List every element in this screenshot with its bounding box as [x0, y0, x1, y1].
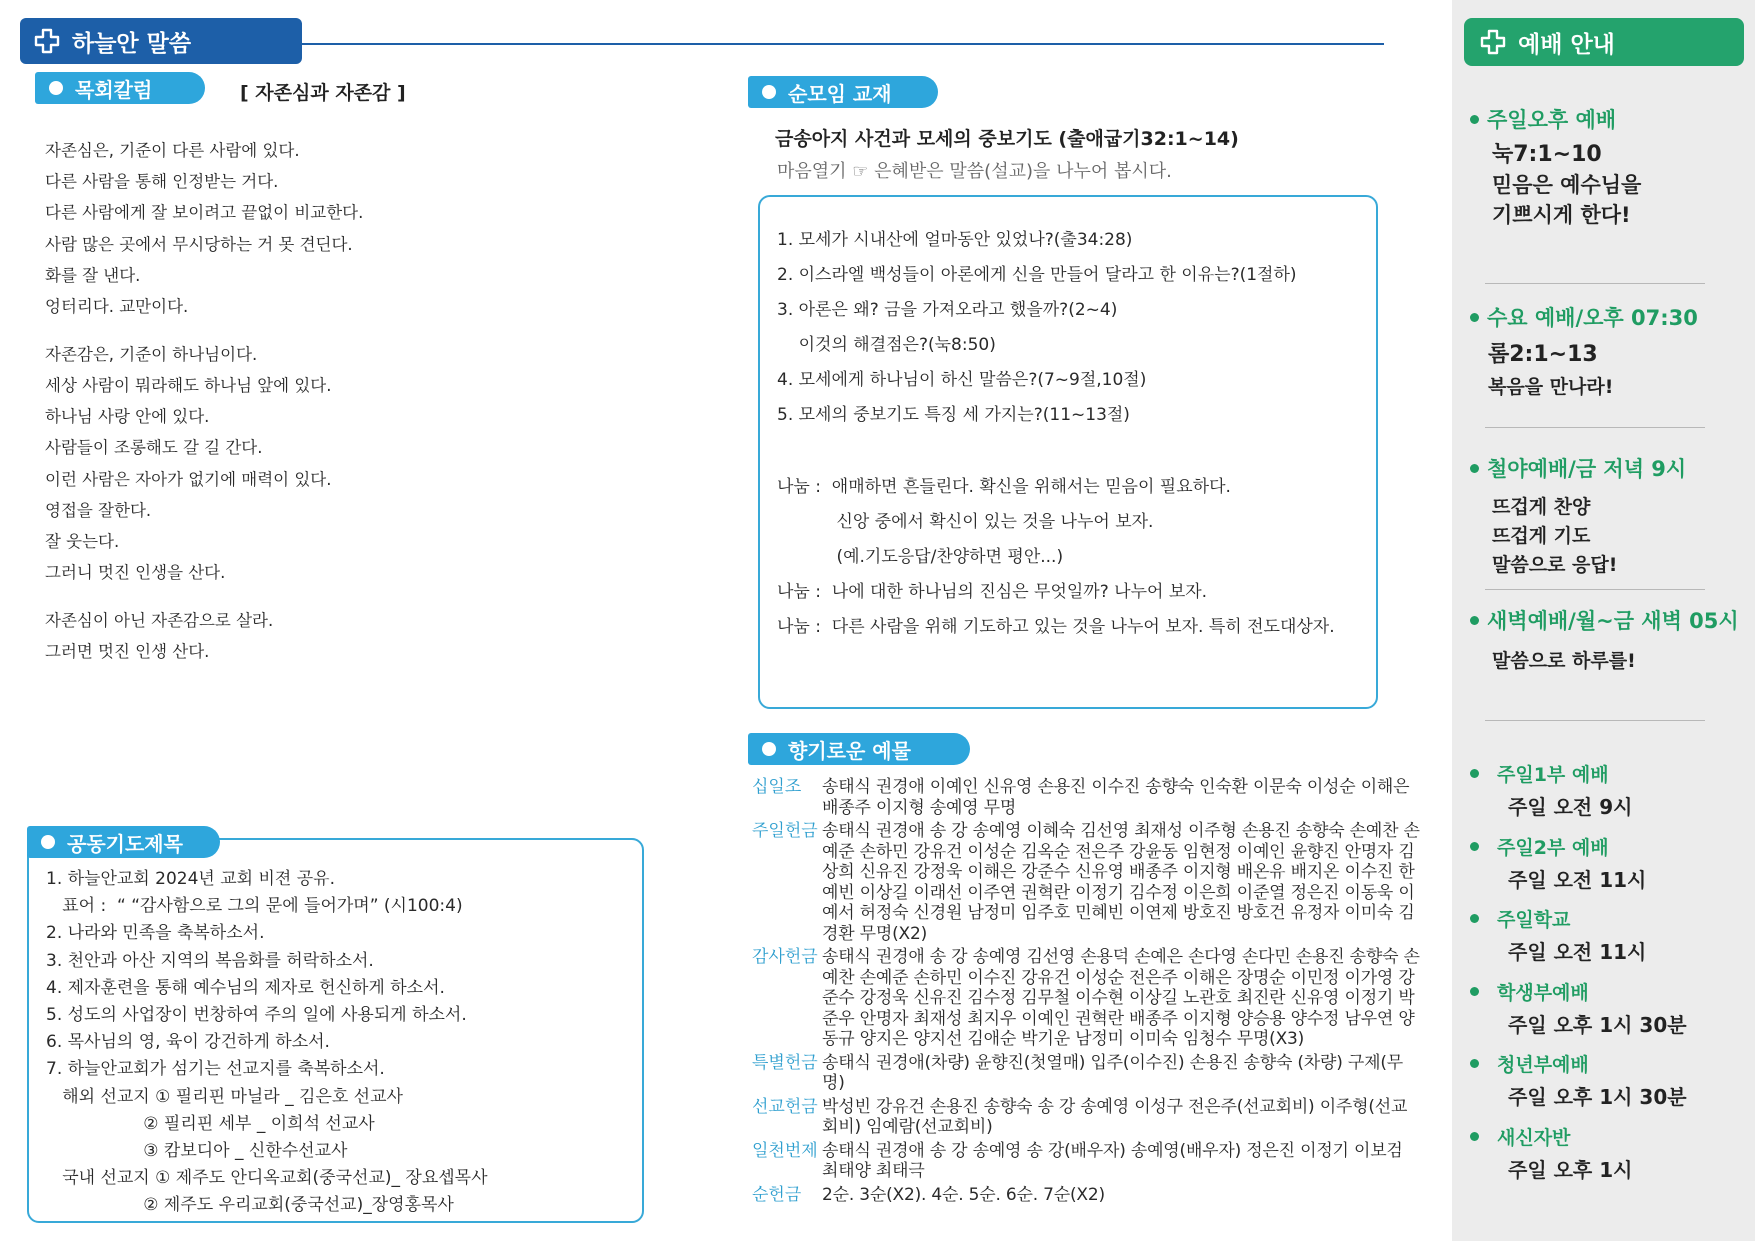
bullet-dot-icon — [1470, 313, 1479, 322]
bullet-dot-icon — [1470, 1132, 1479, 1141]
bullet-dot-icon — [1470, 769, 1479, 778]
prayer-line: 3. 천안과 아산 지역의 복음화를 허락하소서. — [46, 950, 374, 971]
bullet-dot-icon — [1470, 464, 1479, 473]
service-schedule — [1470, 760, 1740, 1195]
question-line: 3. 아론은 왜? 금을 가져오라고 했을까?(2~4) — [777, 300, 1118, 320]
column-line: 화를 잘 낸다. — [45, 265, 141, 285]
question-line: 5. 모세의 중보기도 특징 세 가지는?(11~13절) — [777, 405, 1130, 425]
offering-type: 선교헌금 — [752, 1096, 818, 1117]
schedule-time: 주일 오후 1시 — [1508, 1157, 1633, 1182]
prayer-line: 2. 나라와 민족을 축복하소서. — [46, 923, 265, 944]
prayer-label — [27, 826, 220, 858]
cell-title: 금송아지 사건과 모세의 중보기도 (출애굽기32:1~14) — [775, 128, 1239, 150]
service-title: 주일오후 예배 — [1470, 104, 1641, 134]
service-title: 새벽예배/월~금 새벽 05시 — [1470, 605, 1739, 635]
prayer-line: 표어 : “ “감사함으로 그의 문에 들어가며” (시100:4) — [46, 896, 463, 917]
prayer-line: 7. 하늘안교회가 섬기는 선교지를 축복하소서. — [46, 1059, 385, 1080]
column-line: 자존심은, 기준이 다른 사람에 있다. — [45, 141, 300, 160]
column-line: 엉터리다. 교만이다. — [45, 297, 189, 317]
schedule-item — [1470, 760, 1740, 833]
prayer-label-text: 공동기도제목 — [67, 831, 183, 856]
service-line: 기쁘시게 한다! — [1492, 203, 1631, 227]
cell-questions — [777, 223, 1367, 433]
column-line — [45, 588, 465, 605]
offering-names: 송태식 권경애 송 강 송예영 송 강(배우자) 송예영(배우자) 정은진 이정기 이보검 최태양 최태극 — [822, 1140, 1403, 1181]
offering-row — [752, 777, 1442, 818]
bullet-dot-icon — [1470, 115, 1479, 124]
sharing-line: 나눔 : 다른 사람을 위해 기도하고 있는 것을 나누어 보자. 특히 전도대상자. — [777, 617, 1335, 637]
offering-list — [752, 777, 1442, 1208]
divider — [1485, 427, 1705, 428]
question-line: 1. 모세가 시내산에 얼마동안 있었나?(출34:28) — [777, 230, 1133, 250]
column-line: 세상 사람이 뭐라해도 하나님 앞에 있다. — [45, 375, 332, 395]
offering-type: 감사헌금 — [752, 947, 818, 967]
column-label-text: 목회칼럼 — [75, 77, 153, 102]
question-line: 2. 이스라엘 백성들이 아론에게 신을 만들어 달라고 한 이유는?(1절하) — [777, 265, 1297, 285]
question-line: 이것의 해결점은?(눅8:50) — [777, 335, 996, 355]
service-line: 말씀으로 응답! — [1492, 554, 1618, 576]
cell-label — [748, 76, 938, 108]
service-line: 뜨겁게 찬양 — [1492, 496, 1591, 518]
bullet-dot-icon — [762, 85, 776, 99]
column-line: 잘 웃는다. — [45, 531, 120, 551]
column-line: 사람 많은 곳에서 무시당하는 거 못 견딘다. — [45, 234, 353, 254]
service-title: 철야예배/금 저녁 9시 — [1470, 453, 1686, 483]
schedule-name: 주일2부 예배 — [1470, 833, 1740, 860]
schedule-time: 주일 오전 9시 — [1508, 795, 1633, 819]
service-block — [1470, 302, 1698, 402]
offering-row — [752, 1097, 1442, 1138]
prayer-line: 4. 제자훈련을 통해 예수님의 제자로 헌신하게 하소서. — [46, 977, 445, 998]
offering-label-text: 향기로운 예물 — [788, 738, 911, 763]
sidebar-header — [1464, 18, 1744, 66]
divider — [1485, 283, 1705, 284]
offering-row — [752, 1185, 1442, 1206]
bullet-dot-icon — [1470, 914, 1479, 923]
schedule-time: 주일 오후 1시 30분 — [1508, 1012, 1687, 1037]
service-line: 말씀으로 하루를! — [1492, 650, 1636, 672]
offering-names: 송태식 권경애(차량) 윤향진(첫열매) 입주(이수진) 손용진 송향숙 (차량) 구제(무명) — [822, 1052, 1403, 1093]
offering-names: 송태식 권경애 송 강 송예영 이혜숙 김선영 최재성 이주형 손용진 송향숙 손예찬 손예준 손하민 강유건 이성순 김옥순 전은주 강윤동 임현정 이예인 윤향진 안명자 김상희 신유진 강정욱 이해은 강준수 신유영 배종주 이지형 배온유 배지온 이수진 한예빈 이상길 이래선 이주연 권혁란 이정기 김수정 이은희 이준열 정은진 이동욱 이예서 허정숙 신경원 남정미 임주호 민혜빈 이연제 방호진 방호건 유정자 이미숙 김경환 무명(X2) — [822, 821, 1420, 944]
column-line: 다른 사람에게 잘 보이려고 끝없이 비교한다. — [45, 203, 364, 223]
schedule-time: 주일 오전 11시 — [1508, 867, 1647, 892]
service-line: 뜨겁게 기도 — [1492, 525, 1591, 547]
service-block — [1470, 605, 1739, 676]
prayer-body — [46, 866, 636, 1220]
bullet-dot-icon — [1470, 1059, 1479, 1068]
schedule-name: 주일학교 — [1470, 905, 1740, 932]
column-line: 다른 사람을 통해 인정받는 거다. — [45, 172, 279, 192]
column-line: 그러면 멋진 인생 산다. — [45, 642, 210, 662]
sharing-line: 나눔 : 애매하면 흔들린다. 확신을 위해서는 믿음이 필요하다. — [777, 477, 1231, 497]
sharing-line: (예.기도응답/찬양하면 평안...) — [777, 547, 1064, 567]
divider — [1485, 589, 1705, 590]
main-header-title: 하늘안 말씀 — [72, 30, 192, 57]
cross-plus-icon — [1480, 29, 1506, 55]
column-label — [35, 72, 205, 104]
offering-type: 순헌금 — [752, 1184, 802, 1205]
column-line: 이런 사람은 자아가 없기에 매력이 있다. — [45, 469, 332, 489]
column-line: 영접을 잘한다. — [45, 500, 152, 520]
column-line: 그러니 멋진 인생을 산다. — [45, 563, 226, 583]
service-line: 믿음은 예수님을 — [1492, 173, 1642, 197]
divider — [1485, 720, 1705, 721]
service-block — [1470, 104, 1641, 230]
schedule-item — [1470, 1050, 1740, 1123]
offering-names: 송태식 권경애 송 강 송예영 김선영 손용덕 손예은 손다영 손다민 손용진 송향숙 손예찬 손예준 손하민 이수진 강유건 이성순 전은주 이해은 장명순 이민정 이가영 강준수 강정욱 신유진 김수정 김무철 이수현 이상길 노관호 최진란 신유영 이정기 박준우 안명자 최재성 최지우 이예인 권혁란 배종주 이지형 양승용 양수정 남우연 양동규 양지은 양지선 김애순 박기운 남정미 이미숙 임청수 무명(X3) — [822, 947, 1420, 1049]
question-line: 4. 모세에게 하나님이 하신 말씀은?(7~9절,10절) — [777, 370, 1147, 390]
offering-type: 일천번제 — [752, 1140, 818, 1161]
prayer-line: 해외 선교지 ① 필리핀 마닐라 _ 김은호 선교사 — [46, 1086, 403, 1107]
bullet-dot-icon — [49, 81, 63, 95]
bullet-dot-icon — [762, 742, 776, 756]
bullet-dot-icon — [1470, 842, 1479, 851]
bullet-dot-icon — [1470, 987, 1479, 996]
cross-plus-icon — [34, 28, 60, 54]
schedule-item — [1470, 905, 1740, 978]
schedule-name: 새신자반 — [1470, 1123, 1740, 1150]
cell-label-text: 순모임 교재 — [788, 81, 892, 106]
column-subject: [ 자존심과 자존감 ] — [240, 82, 406, 104]
sidebar-title: 예배 안내 — [1518, 31, 1615, 58]
schedule-item — [1470, 833, 1740, 906]
prayer-line: 5. 성도의 사업장이 번창하여 주의 일에 사용되게 하소서. — [46, 1005, 467, 1026]
schedule-name: 청년부예배 — [1470, 1050, 1740, 1077]
offering-names: 송태식 권경애 이예인 신유영 손용진 이수진 송향숙 인숙환 이문숙 이성순 이해은 배종주 이지형 송예영 무명 — [822, 777, 1410, 818]
schedule-time: 주일 오후 1시 30분 — [1508, 1085, 1687, 1109]
column-line: 하나님 사랑 안에 있다. — [45, 407, 210, 427]
column-line: 자존감은, 기준이 하나님이다. — [45, 344, 258, 364]
column-line — [45, 322, 465, 339]
offering-type: 특별헌금 — [752, 1052, 818, 1073]
header-divider — [302, 43, 1384, 45]
column-line: 자존심이 아닌 자존감으로 살라. — [45, 610, 274, 630]
prayer-line: ② 필리핀 세부 _ 이희석 선교사 — [46, 1113, 375, 1134]
service-line: 롬2:1~13 — [1488, 342, 1598, 367]
service-title: 수요 예배/오후 07:30 — [1470, 302, 1698, 332]
offering-names: 2순. 3순(X2). 4순. 5순. 6순. 7순(X2) — [822, 1184, 1105, 1205]
prayer-line: ③ 캄보디아 _ 신한수선교사 — [46, 1141, 348, 1162]
offering-label — [748, 733, 970, 765]
schedule-item — [1470, 978, 1740, 1051]
schedule-name: 학생부예배 — [1470, 978, 1740, 1005]
service-line: 복음을 만나라! — [1488, 376, 1614, 398]
bullet-dot-icon — [1470, 616, 1479, 625]
service-line: 눅7:1~10 — [1492, 142, 1602, 167]
cell-opening: 마음열기 ☞ 은혜받은 말씀(설교)을 나누어 봅시다. — [777, 161, 1172, 182]
offering-row — [752, 1053, 1442, 1094]
schedule-time: 주일 오전 11시 — [1508, 940, 1647, 964]
main-header — [20, 18, 302, 64]
prayer-line: ② 제주도 우리교회(중국선교)_장영홍목사 — [46, 1195, 454, 1216]
schedule-name: 주일1부 예배 — [1470, 760, 1740, 787]
sharing-line: 신앙 중에서 확신이 있는 것을 나누어 보자. — [777, 512, 1154, 532]
prayer-line: 6. 목사님의 영, 육이 강건하게 하소서. — [46, 1032, 330, 1053]
cell-sharing — [777, 470, 1367, 645]
offering-type: 주일헌금 — [752, 821, 818, 841]
offering-row — [752, 1141, 1442, 1182]
offering-row — [752, 821, 1442, 944]
offering-row — [752, 947, 1442, 1050]
column-line: 사람들이 조롱해도 갈 길 간다. — [45, 438, 263, 458]
offering-names: 박성빈 강유건 손용진 송향숙 송 강 송예영 이성구 전은주(선교회비) 이주형(선교회비) 임예람(선교회비) — [822, 1096, 1408, 1137]
offering-type: 십일조 — [752, 777, 802, 797]
bullet-dot-icon — [41, 835, 55, 849]
schedule-item — [1470, 1123, 1740, 1196]
column-body — [45, 135, 465, 667]
sharing-line: 나눔 : 나에 대한 하나님의 진심은 무엇일까? 나누어 보자. — [777, 582, 1208, 602]
prayer-line: 국내 선교지 ① 제주도 안디옥교회(중국선교)_ 장요셉목사 — [46, 1168, 488, 1189]
service-block — [1470, 453, 1686, 580]
prayer-line: 1. 하늘안교회 2024년 교회 비젼 공유. — [46, 869, 335, 889]
